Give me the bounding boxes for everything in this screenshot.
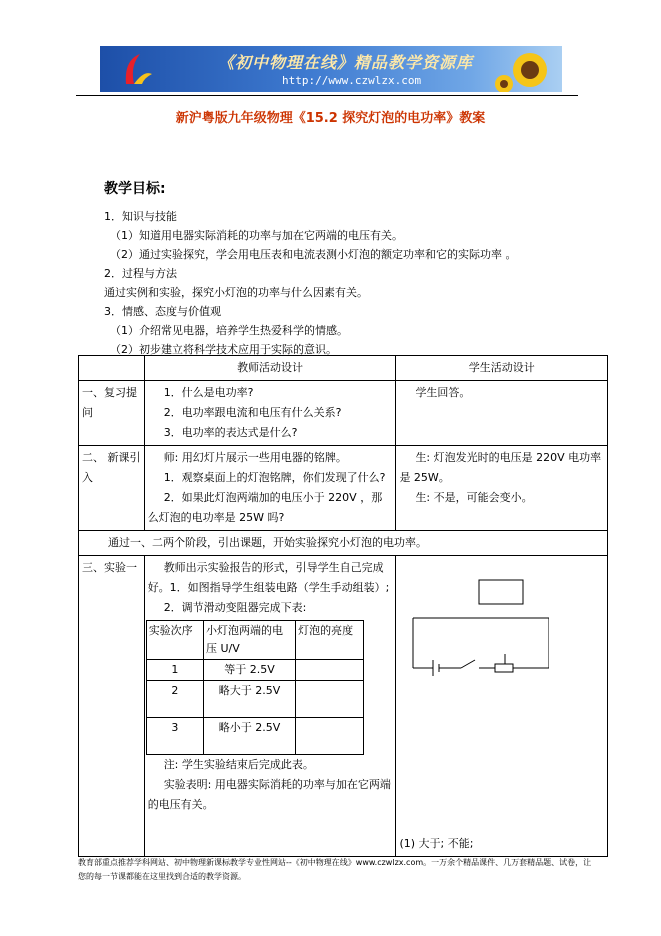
lesson-plan-table bbox=[78, 355, 608, 857]
trial-brightness bbox=[296, 718, 364, 755]
table-row-experiment bbox=[79, 556, 608, 857]
table-row-intro bbox=[79, 446, 608, 531]
empty-header-cell bbox=[79, 356, 145, 381]
experiment-row bbox=[146, 718, 363, 755]
experiment-table bbox=[146, 620, 364, 755]
stage-label: 三、实验一 bbox=[79, 556, 145, 857]
experiment-header: 实验次序 bbox=[146, 621, 203, 660]
header-banner bbox=[100, 46, 562, 92]
student-activity: 生: 灯泡发光时的电压是 220V 电功率是 25W。 bbox=[399, 451, 602, 484]
student-answer: (1) 大于; 不能; bbox=[399, 837, 474, 850]
teacher-activity: 2．如果此灯泡两端加的电压小于 220V ，那么灯泡的电功率是 25W 吗? bbox=[147, 491, 383, 524]
teacher-activity: 师: 用幻灯片展示一些用电器的铭牌。 bbox=[163, 451, 347, 464]
review-question: 1．什么是电功率? bbox=[163, 386, 254, 399]
student-activity: 生: 不是，可能会变小。 bbox=[415, 491, 533, 504]
teacher-activity: 2．调节滑动变阻器完成下表: bbox=[163, 601, 307, 614]
review-question: 2．电功率跟电流和电压有什么关系? bbox=[163, 406, 342, 419]
document-title: 新沪粤版九年级物理《15.2 探究灯泡的电功率》教案 bbox=[175, 111, 486, 126]
objective-line: （1）介绍常见电器，培养学生热爱科学的情感。 bbox=[110, 324, 348, 337]
stage-label: 二、 新课引入 bbox=[79, 446, 145, 531]
table-row-transition bbox=[79, 531, 608, 556]
table-row-review bbox=[79, 381, 608, 446]
experiment-header: 灯泡的亮度 bbox=[296, 621, 364, 660]
experiment-note: 注: 学生实验结束后完成此表。 bbox=[163, 758, 314, 771]
stage-label: 一、复习提问 bbox=[79, 381, 145, 446]
teacher-activity: 1．观察桌面上的灯泡铭牌，你们发现了什么? bbox=[163, 471, 386, 484]
objective-line: （2）通过实验探究，学会用电压表和电流表测小灯泡的额定功率和它的实际功率 。 bbox=[110, 248, 517, 261]
experiment-row bbox=[146, 660, 363, 681]
review-question: 3．电功率的表达式是什么? bbox=[163, 426, 298, 439]
switch-lever bbox=[461, 660, 475, 668]
header-slogan: 《初中物理在线》精品教学资源库 bbox=[218, 53, 474, 72]
experiment-conclusion: 实验表明: 用电器实际消耗的功率与加在它两端的电压有关。 bbox=[147, 778, 391, 811]
trial-voltage: 略大于 2.5V bbox=[204, 681, 296, 718]
rheostat bbox=[495, 664, 513, 672]
circuit-voltmeter-branch bbox=[479, 580, 523, 604]
trial-number: 3 bbox=[146, 718, 203, 755]
site-logo bbox=[118, 50, 156, 88]
teacher-header: 教师活动设计 bbox=[144, 356, 396, 381]
sunflower-icon bbox=[494, 48, 554, 92]
objective-line: 3．情感、态度与价值观 bbox=[104, 305, 221, 318]
student-activity: 学生回答。 bbox=[415, 386, 471, 399]
trial-voltage: 等于 2.5V bbox=[204, 660, 296, 681]
teacher-activity: 教师出示实验报告的形式，引导学生自己完成好。1．如图指导学生组装电路（学生手动组装）; bbox=[147, 561, 390, 594]
trial-number: 1 bbox=[146, 660, 203, 681]
objective-line: 通过实例和实验，探究小灯泡的功率与什么因素有关。 bbox=[104, 286, 368, 299]
experiment-header: 小灯泡两端的电压 U/V bbox=[204, 621, 296, 660]
table-header-row bbox=[79, 356, 608, 381]
circuit-diagram bbox=[399, 572, 549, 782]
experiment-header-row bbox=[146, 621, 363, 660]
trial-number: 2 bbox=[146, 681, 203, 718]
trial-brightness bbox=[296, 660, 364, 681]
objectives-title: 教学目标: bbox=[104, 181, 166, 197]
page-footer: 教育部重点推荐学科网站、初中物理新课标教学专业性网站--《初中物理在线》www.czwlzx.com。一万余个精品课件、几万套精品题、试卷，让您的每一节课都能在这里找到合适的教学资源。 bbox=[78, 858, 592, 881]
experiment-row bbox=[146, 681, 363, 718]
objective-line: 1．知识与技能 bbox=[104, 210, 177, 223]
trial-voltage: 略小于 2.5V bbox=[204, 718, 296, 755]
student-header: 学生活动设计 bbox=[396, 356, 608, 381]
objective-line: （1）知道用电器实际消耗的功率与加在它两端的电压有关。 bbox=[110, 229, 403, 242]
objective-line: （2）初步建立将科学技术应用于实际的意识。 bbox=[110, 343, 337, 356]
header-divider bbox=[76, 95, 578, 96]
header-url: http://www.czwlzx.com bbox=[282, 74, 422, 87]
objective-line: 2．过程与方法 bbox=[104, 267, 177, 280]
trial-brightness bbox=[296, 681, 364, 718]
transition-text: 通过一、二两个阶段，引出课题，开始实验探究小灯泡的电功率。 bbox=[79, 531, 608, 556]
